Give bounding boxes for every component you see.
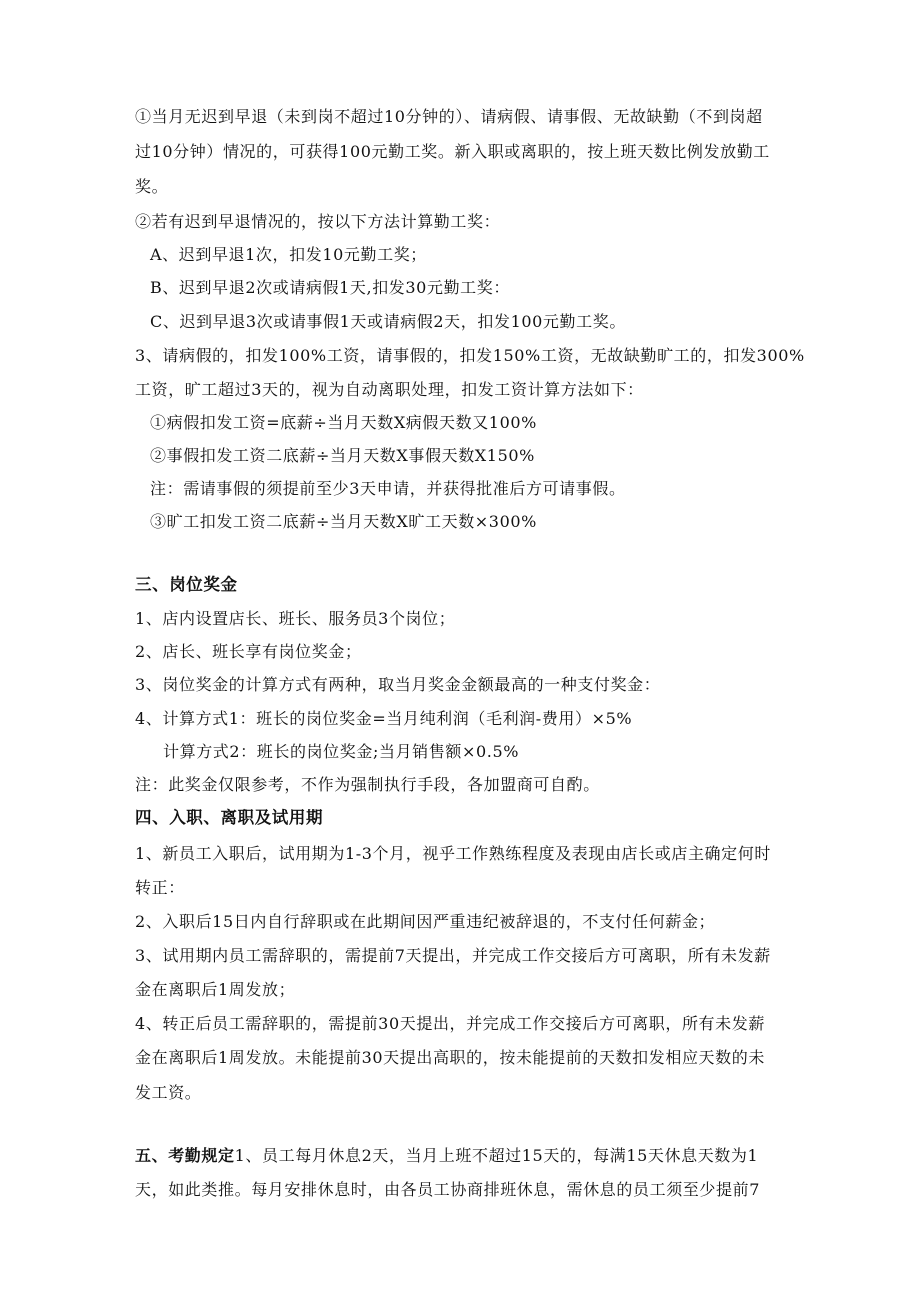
para-line: 金在离职后1周发放。未能提前30天提出高职的，按未能提前的天数扣发相应天数的未: [135, 1048, 765, 1067]
list-item: 3、岗位奖金的计算方式有两种，取当月奖金金额最高的一种支付奖金：: [135, 675, 661, 694]
para-line: [135, 1144, 787, 1168]
para-line: ①当月无迟到早退（未到岗不超过10分钟的）、请病假、请事假、无故缺勤（不到岗超: [135, 107, 763, 126]
list-item: 1、店内设置店长、班长、服务员3个岗位；: [135, 609, 456, 628]
list-item: 4、计算方式1：班长的岗位奖金=当月纯利润（毛利润-费用）×5%: [135, 709, 633, 728]
para-line: 过10分钟）情况的，可获得100元勤工奖。新入职或离职的，按上班天数比例发放勤工: [135, 142, 770, 161]
para-line: 4、转正后员工需辞职的，需提前30天提出，并完成工作交接后方可离职，所有未发薪: [135, 1014, 765, 1033]
list-item: B、迟到早退2次或请病假1天,扣发30元勤工奖：: [150, 278, 510, 297]
para-line: 转正：: [135, 878, 185, 897]
list-item: 计算方式2：班长的岗位奖金;当月销售额×0.5%: [163, 742, 520, 761]
para-text: 1、员工每月休息2天，当月上班不超过15天的，每满15天休息天数为1: [234, 1146, 759, 1165]
para-line: 3、请病假的，扣发100%工资，请事假的，扣发150%工资，无故缺勤旷工的，扣发300%: [135, 346, 805, 365]
para-line: 3、试用期内员工需辞职的，需提前7天提出，并完成工作交接后方可离职，所有未发薪: [135, 946, 771, 965]
section-heading: 五、考勤规定: [135, 1146, 235, 1165]
para-line: 天，如此类推。每月安排休息时，由各员工协商排班休息，需休息的员工须至少提前7: [135, 1180, 760, 1199]
formula-line: ②事假扣发工资二底薪÷当月天数X事假天数X150%: [150, 446, 535, 465]
formula-line: ①病假扣发工资=底薪÷当月天数X病假天数又100%: [150, 413, 537, 432]
para-line: 工资，旷工超过3天的，视为自动离职处理，扣发工资计算方法如下：: [135, 380, 644, 399]
list-item: 2、店长、班长享有岗位奖金；: [135, 642, 362, 661]
section-heading: 四、入职、离职及试用期: [135, 808, 324, 827]
para-line: 1、新员工入职后，试用期为1-3个月，视乎工作熟练程度及表现由店长或店主确定何时: [135, 844, 771, 863]
para-line: 发工资。: [135, 1083, 202, 1102]
note-line: 注：需请事假的须提前至少3天申请，并获得批准后方可请事假。: [150, 479, 626, 498]
para-line: 2、入职后15日内自行辞职或在此期间因严重违纪被辞退的，不支付任何薪金；: [135, 912, 716, 931]
para-line: 奖。: [135, 177, 169, 196]
list-item: A、迟到早退1次，扣发10元勤工奖；: [150, 245, 427, 264]
list-item: C、迟到早退3次或请事假1天或请病假2天，扣发100元勤工奖。: [150, 312, 626, 331]
formula-line: ③旷工扣发工资二底薪÷当月天数X旷工天数×300%: [150, 512, 537, 531]
note-line: 注：此奖金仅限参考，不作为强制执行手段，各加盟商可自酌。: [135, 775, 600, 794]
section-heading: 三、岗位奖金: [135, 575, 238, 594]
para-line: 金在离职后1周发放；: [135, 980, 296, 999]
para-line: ②若有迟到早退情况的，按以下方法计算勤工奖：: [135, 212, 501, 231]
